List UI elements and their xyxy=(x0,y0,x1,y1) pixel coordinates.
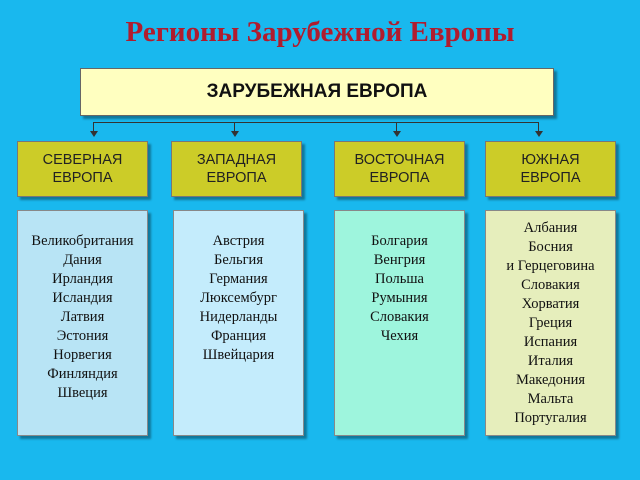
region-west-countries xyxy=(173,210,304,436)
arrow-down-icon xyxy=(231,131,239,137)
region-west-header: ЗАПАДНАЯ ЕВРОПА xyxy=(171,141,302,197)
country-item: Польша xyxy=(375,271,424,287)
region-north-header: СЕВЕРНАЯ ЕВРОПА xyxy=(17,141,148,197)
country-item: Норвегия xyxy=(53,347,112,363)
country-item: Македония xyxy=(515,372,586,388)
country-item: Финляндия xyxy=(47,366,118,382)
root-node xyxy=(80,68,554,116)
country-item: Португалия xyxy=(514,410,587,426)
country-item: Чехия xyxy=(380,328,419,344)
arrow-down-icon xyxy=(90,131,98,137)
country-item: Албания xyxy=(523,220,578,236)
country-item: Дания xyxy=(63,252,102,268)
connector-line xyxy=(93,122,539,123)
region-east-header: ВОСТОЧНАЯ ЕВРОПА xyxy=(334,141,465,197)
country-item: Франция xyxy=(210,328,267,344)
country-item: Словакия xyxy=(370,309,429,325)
country-item: Хорватия xyxy=(521,296,580,312)
country-item: Италия xyxy=(527,353,574,369)
country-item: Венгрия xyxy=(373,252,426,268)
region-east-countries xyxy=(334,210,465,436)
country-item: и Герцеговина xyxy=(506,258,595,274)
country-item: Ирландия xyxy=(52,271,113,287)
country-item: Румыния xyxy=(371,290,428,306)
country-item: Нидерланды xyxy=(199,309,278,325)
country-item: Бельгия xyxy=(214,252,263,268)
country-item: Словакия xyxy=(521,277,580,293)
country-item: Исландия xyxy=(52,290,113,306)
country-item: Греция xyxy=(528,315,573,331)
country-item: Эстония xyxy=(56,328,109,344)
arrow-down-icon xyxy=(393,131,401,137)
country-item: Швеция xyxy=(57,385,108,401)
region-north-countries xyxy=(17,210,148,436)
country-item: Латвия xyxy=(60,309,105,325)
region-south-countries xyxy=(485,210,616,436)
country-item: Болгария xyxy=(371,233,428,249)
arrow-down-icon xyxy=(535,131,543,137)
country-item: Австрия xyxy=(212,233,265,249)
root-label: ЗАРУБЕЖНАЯ ЕВРОПА xyxy=(206,81,428,102)
country-item: Мальта xyxy=(527,391,574,407)
region-south-header: ЮЖНАЯ ЕВРОПА xyxy=(485,141,616,197)
country-item: Люксембург xyxy=(200,290,277,306)
diagram-title: Регионы Зарубежной Европы xyxy=(125,16,515,48)
country-item: Великобритания xyxy=(31,233,134,249)
country-item: Швейцария xyxy=(202,347,275,363)
country-item: Босния xyxy=(528,239,573,255)
country-item: Испания xyxy=(523,334,578,350)
country-item: Германия xyxy=(209,271,268,287)
